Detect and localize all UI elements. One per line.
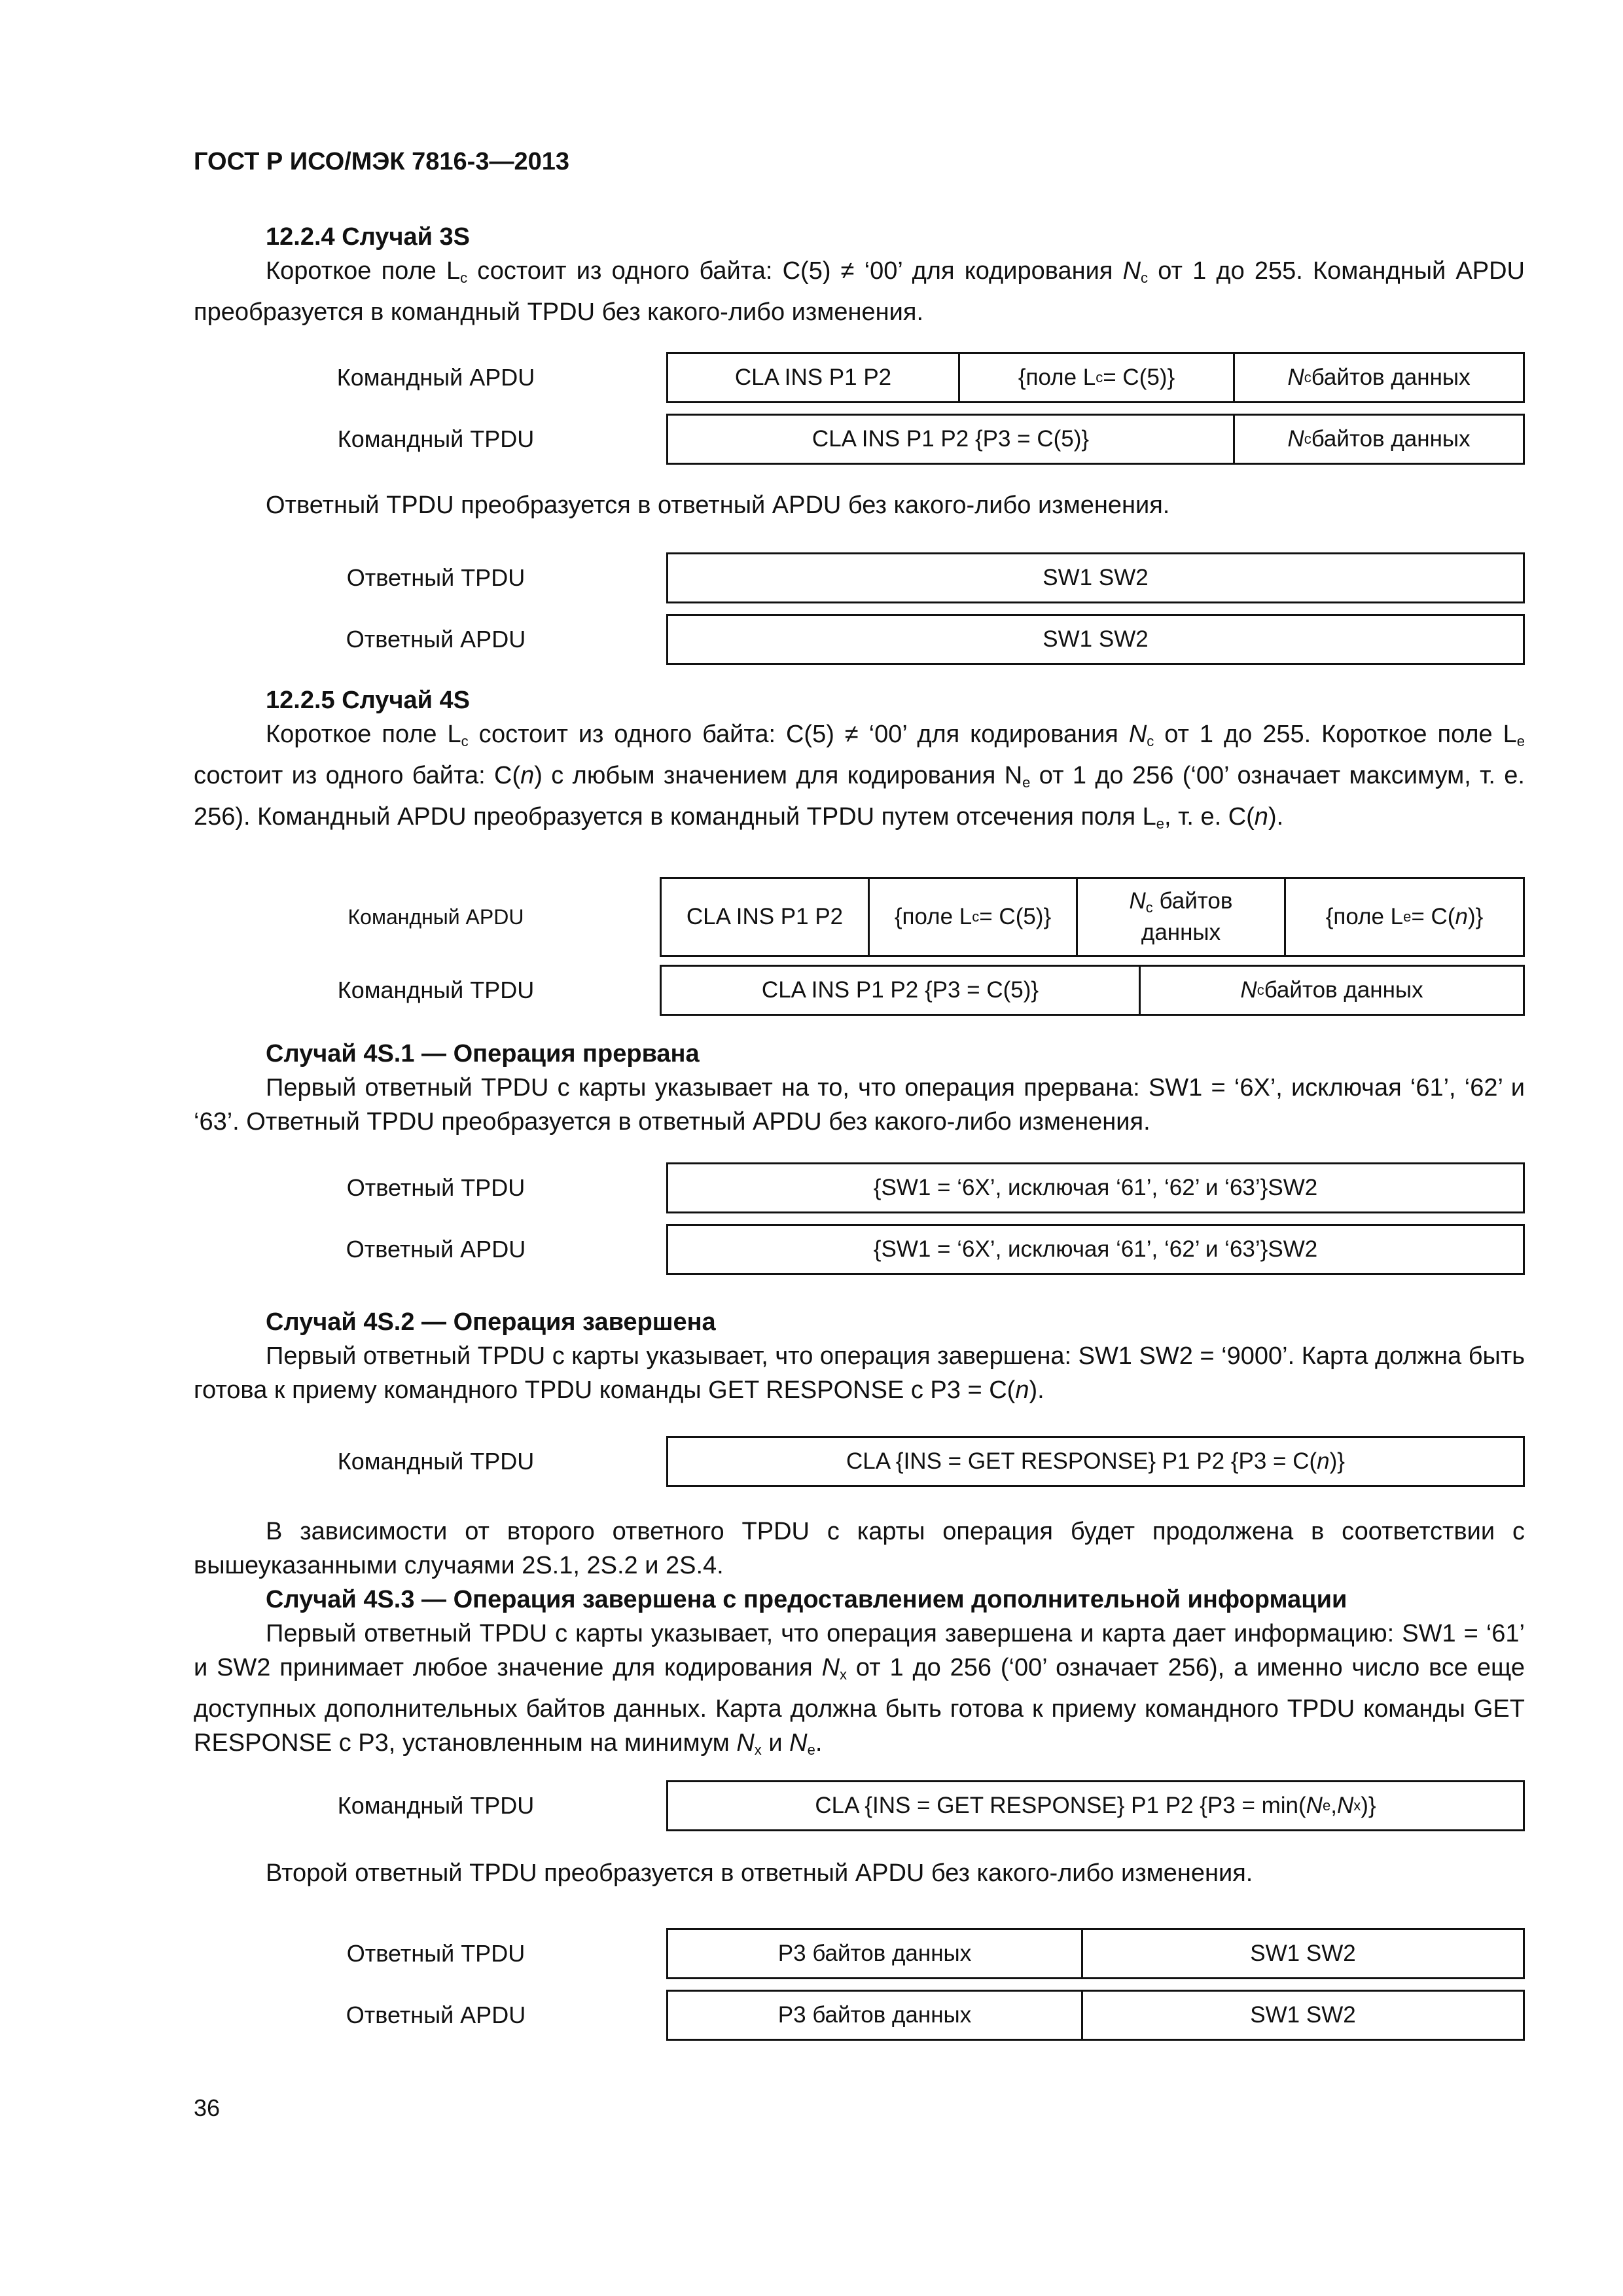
diagram-row (194, 965, 1525, 1016)
row-label: Командный TPDU (337, 977, 535, 1003)
case-4s1 (194, 1037, 1525, 1139)
diagram-row (194, 1780, 1525, 1831)
frame-cell: {поле L e = C( n )} (1325, 904, 1484, 929)
case-4s3 (194, 1583, 1525, 1767)
tpdu-frame (666, 1436, 1525, 1487)
case-paragraph: Первый ответный TPDU с карты указывает на то, что операция прервана: SW1 = ‘6X’, исключая ‘61’, ‘62’ и ‘63’. Ответный TPDU преобразуется в ответный APDU без какого-либо изменения. (194, 1074, 1525, 1136)
response-frame (666, 1224, 1525, 1275)
frame-cell: SW1 SW2 (1043, 565, 1149, 590)
case-title: Случай 4S.3 — Операция завершена с предоставлением дополнительной информации (266, 1586, 1347, 1613)
diagram-row (194, 1224, 1525, 1275)
frame-cell: CLA INS P1 P2 (662, 879, 870, 955)
diagram-row (194, 1162, 1525, 1213)
case-title: Случай 4S.2 — Операция завершена (266, 1308, 716, 1336)
diagram-row (194, 352, 1525, 403)
frame-cell: CLA {INS = GET RESPONSE} P1 P2 {P3 = min( N e , N x )} (815, 1793, 1376, 1818)
frame-cell: N c байтов данных (1287, 365, 1471, 390)
page-number: 36 (194, 2094, 221, 2121)
row-label: Ответный APDU (346, 1236, 526, 1263)
diagram-row (194, 614, 1525, 665)
row-label: Ответный TPDU (346, 1940, 526, 1967)
frame-cell: CLA INS P1 P2 {P3 = C(5)} (662, 967, 1141, 1014)
row-label: Командный APDU (336, 364, 535, 391)
row-label: Командный APDU (348, 905, 524, 929)
section-paragraph: Короткое поле $L_c$ состоит из одного байта: C(5) ≠ ‘00’ для кодирования $N_c$ от 1 до 255. Короткое поле $L_e$ состоит из одного байта: C(n) с любым значением для кодирования $N_e$ от 1 до 256 (‘00’ означает максимум, т. е. 256). Командный APDU преобразуется в командный TPDU путем отсечения поля $L_e$, т. е. C(n). (194, 721, 1525, 832)
frame-cell: SW1 SW2 (1250, 2002, 1356, 2028)
diagram-row (194, 552, 1525, 603)
response-frame (666, 552, 1525, 603)
frame-cell: {поле L c = C(5)} (960, 354, 1235, 401)
section-title: 12.2.5 Случай 4S (266, 687, 471, 714)
section-4s (194, 683, 1525, 841)
diagram-row (194, 1928, 1525, 1979)
case-paragraph: Первый ответный TPDU с карты указывает, что операция завершена: SW1 SW2 = ‘9000’. Карта должна быть готова к приему командного TPDU команды GET RESPONSE с P3 = C(n). (194, 1342, 1525, 1404)
document-header: ГОСТ Р ИСО/МЭК 7816-3—2013 (194, 148, 569, 175)
case-4s2 (194, 1305, 1525, 1407)
frame-cell: {SW1 = ‘6X’, исключая ‘61’, ‘62’ и ‘63’}SW2 (873, 1175, 1318, 1200)
response-frame (666, 1928, 1525, 1979)
row-label: Командный TPDU (337, 1792, 535, 1819)
diagram-row (194, 877, 1525, 957)
response-frame (666, 614, 1525, 665)
row-label: Ответный TPDU (346, 1174, 526, 1201)
frame-cell: N c байтов данных (1287, 426, 1471, 452)
response-frame (666, 1162, 1525, 1213)
row-label: Командный TPDU (337, 425, 535, 452)
response-frame (666, 1990, 1525, 2041)
frame-cell: P3 байтов данных (668, 1992, 1083, 2039)
tpdu-frame (666, 414, 1525, 465)
tpdu-frame (666, 1780, 1525, 1831)
frame-cell: {поле L c = C(5)} (870, 879, 1078, 955)
frame-cell: CLA INS P1 P2 {P3 = C(5)} (668, 416, 1235, 463)
frame-cell: N c байтов данных (1240, 977, 1423, 1003)
row-label: Ответный APDU (346, 2001, 526, 2028)
case-title: Случай 4S.1 — Операция прервана (266, 1040, 700, 1067)
row-label: Командный TPDU (337, 1448, 535, 1475)
frame-cell: CLA INS P1 P2 (668, 354, 960, 401)
diagram-row (194, 414, 1525, 465)
section-title: 12.2.4 Случай 3S (266, 223, 471, 251)
row-label: Ответный APDU (346, 626, 526, 653)
diagram-row (194, 1990, 1525, 2041)
tpdu-frame (660, 965, 1525, 1016)
response-paragraph: Ответный TPDU преобразуется в ответный APDU без какого-либо изменения. (266, 492, 1170, 519)
diagram-row (194, 1436, 1525, 1487)
after-paragraph: В зависимости от второго ответного TPDU с карты операция будет продолжена в соответствии с вышеуказанными случаями 2S.1, 2S.2 и 2S.4. (194, 1518, 1525, 1579)
frame-cell: CLA {INS = GET RESPONSE} P1 P2 {P3 = C( n )} (846, 1448, 1345, 1474)
section-3s (194, 220, 1525, 329)
case-paragraph: Первый ответный TPDU с карты указывает, что операция завершена и карта дает информацию: SW1 = ‘61’ и SW2 принимает любое значение для кодирования $N_x$ от 1 до 256 (‘00’ означает 256), а именно число все еще доступных дополнительных байтов данных. Карта должна быть готова к приему командного TPDU команды GET RESPONSE с P3, установленным на минимум $N_x$ и $N_e$. (194, 1620, 1525, 1758)
row-label: Ответный TPDU (346, 564, 526, 591)
frame-cell: SW1 SW2 (1043, 626, 1149, 652)
apdu-frame (660, 877, 1525, 957)
frame-cell: SW1 SW2 (1250, 1941, 1356, 1966)
frame-cell: P3 байтов данных (668, 1930, 1083, 1977)
frame-cell: {SW1 = ‘6X’, исключая ‘61’, ‘62’ и ‘63’}SW2 (873, 1236, 1318, 1262)
frame-cell: $N_c$ байтов данных (1078, 879, 1286, 955)
apdu-frame (666, 352, 1525, 403)
section-paragraph: Короткое поле $L_c$ состоит из одного байта: C(5) ≠ ‘00’ для кодирования $N_c$ от 1 до 255. Командный APDU преобразуется в командный TPDU без какого-либо изменения. (194, 257, 1525, 326)
response-paragraph: Второй ответный TPDU преобразуется в ответный APDU без какого-либо изменения. (266, 1859, 1253, 1887)
